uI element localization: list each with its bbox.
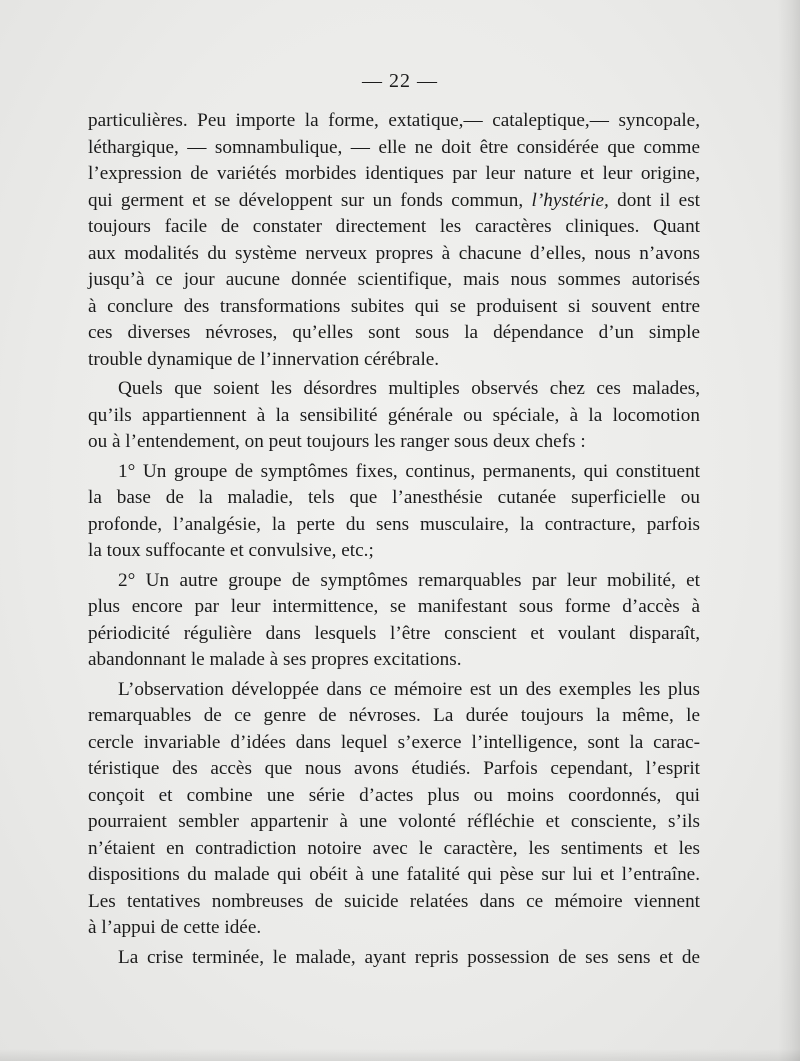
- text-line: La crise terminée, le malade, ayant repris possession de ses sens et de: [118, 946, 700, 968]
- text-line: pourraient sembler appartenir à une volonté réfléchie et consciente, s’ils: [88, 811, 700, 832]
- text-line: particulières. Peu importe la forme, extatique,— cataleptique,— syncopale,: [88, 110, 700, 131]
- text-line: conçoit et combine une série d’actes plus ou moins coordonnés, qui: [88, 784, 700, 806]
- text-line: dispositions du malade qui obéit à une fatalité qui pèse sur lui et l’entraîne.: [88, 864, 700, 885]
- paragraph: [88, 376, 700, 456]
- text-line: remarquables de ce genre de névroses. La durée toujours la même, le: [88, 705, 700, 726]
- text-fragment: qui germent et se développent sur un fonds commun,: [88, 189, 532, 211]
- page-number: — 22 —: [362, 70, 438, 92]
- page-edge-shadow: [778, 0, 800, 1061]
- text-line: l’expression de variétés morbides identiques par leur nature et leur origine,: [88, 163, 700, 184]
- text-line: Quels que soient les désordres multiples observés chez ces malades,: [118, 378, 700, 399]
- text-line: jusqu’à ce jour aucune donnée scientifique, mais nous sommes autorisés: [88, 269, 700, 290]
- text-fragment: dont il est: [608, 189, 700, 211]
- paragraph: [88, 945, 700, 972]
- body-text: [88, 108, 700, 971]
- text-line: léthargique, — somnambulique, — elle ne doit être considérée que comme: [88, 136, 700, 158]
- paragraph: [88, 108, 700, 373]
- paragraph: [88, 677, 700, 942]
- text-line-with-emphasis: [88, 188, 700, 215]
- text-line: 1° Un groupe de symptômes fixes, continus, permanents, qui constituent: [118, 460, 700, 482]
- text-line: qu’ils appartiennent à la sensibilité générale ou spéciale, à la locomotion: [88, 404, 700, 426]
- text-line: Les tentatives nombreuses de suicide relatées dans ce mémoire viennent: [88, 890, 700, 912]
- text-line: ces diverses névroses, qu’elles sont sous la dépendance d’un simple: [88, 322, 700, 343]
- text-line: L’observation développée dans ce mémoire est un des exemples les plus: [118, 678, 700, 700]
- text-line: à l’appui de cette idée.: [88, 917, 262, 938]
- text-line: à conclure des transformations subites qui se produisent si souvent entre: [88, 295, 700, 317]
- text-line: aux modalités du système nerveux propres à chacune d’elles, nous n’avons: [88, 242, 700, 264]
- text-line: périodicité régulière dans lesquels l’être conscient et voulant disparaît,: [88, 622, 700, 644]
- text-line: trouble dynamique de l’innervation cérébrale.: [88, 348, 440, 370]
- paragraph: [88, 459, 700, 565]
- text-line: n’étaient en contradiction notoire avec le caractère, les sentiments et les: [88, 837, 700, 859]
- text-line: toujours facile de constater directement les caractères cliniques. Quant: [88, 216, 700, 237]
- page-bottom-shadow: [0, 1049, 800, 1061]
- paragraph: [88, 568, 700, 674]
- emphasized-term: l’hystérie,: [531, 189, 609, 211]
- text-line: la toux suffocante et convulsive, etc.;: [88, 540, 374, 561]
- text-line: ou à l’entendement, on peut toujours les ranger sous deux chefs :: [88, 431, 586, 452]
- text-line: cercle invariable d’idées dans lequel s’exerce l’intelligence, sont la carac-: [88, 731, 700, 753]
- text-line: téristique des accès que nous avons étudiés. Parfois cependant, l’esprit: [88, 758, 700, 779]
- text-line: abandonnant le malade à ses propres excitations.: [88, 649, 462, 670]
- text-line: 2° Un autre groupe de symptômes remarquables par leur mobilité, et: [118, 569, 700, 591]
- text-line: la base de la maladie, tels que l’anesthésie cutanée superficielle ou: [88, 487, 700, 508]
- text-line: profonde, l’analgésie, la perte du sens musculaire, la contracture, parfois: [88, 513, 700, 535]
- text-line: plus encore par leur intermittence, se manifestant sous forme d’accès à: [88, 596, 700, 617]
